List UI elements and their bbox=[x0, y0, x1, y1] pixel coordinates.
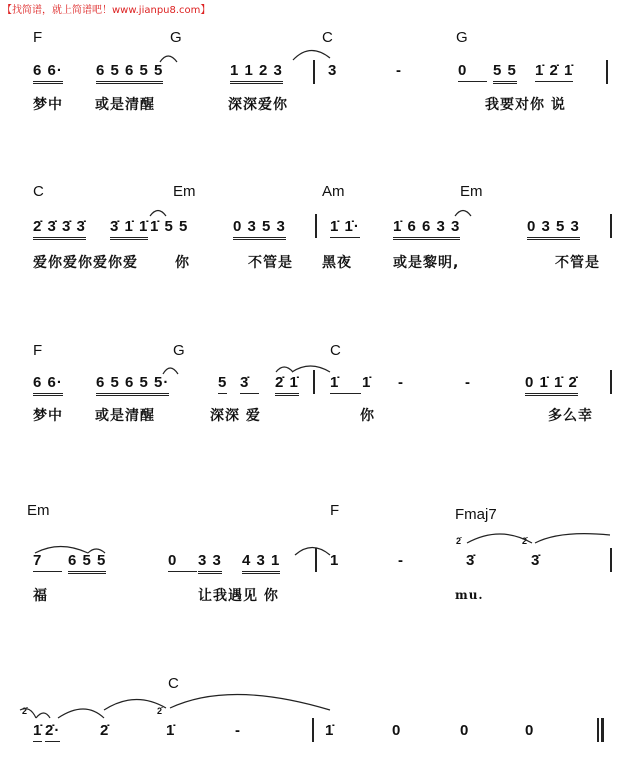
lyric: 深深爱你 bbox=[228, 97, 288, 113]
lyric: 你 bbox=[175, 255, 190, 271]
note-group: 1̇ bbox=[362, 374, 372, 391]
grace-note: 2̇ bbox=[522, 536, 528, 546]
chord: C bbox=[168, 675, 179, 692]
note-group: 1 bbox=[330, 552, 340, 569]
note-group: 1̇ 2̇ 1̇ bbox=[535, 62, 573, 82]
note-group: - bbox=[235, 722, 241, 739]
note-group: 2̇ 1̇ bbox=[275, 374, 299, 396]
note-group: 0 3 5 3 bbox=[527, 218, 580, 240]
note-group: - bbox=[465, 374, 471, 391]
lyric: 你 bbox=[360, 408, 375, 424]
note-group: 3̇ bbox=[240, 374, 259, 394]
watermark-header: 【找简谱，就上简谱吧！www.jianpu8.com】 bbox=[2, 5, 211, 16]
note-group: 0 bbox=[525, 722, 535, 739]
note-group: 0 bbox=[168, 552, 197, 572]
note-group: 3̇ 1̇ 1̇ bbox=[110, 218, 148, 240]
note-group: 1̇ 5 5 bbox=[150, 218, 189, 235]
lyric: 不管是 bbox=[248, 255, 293, 271]
note-group: 5 5 bbox=[493, 62, 517, 84]
chord: Fmaj7 bbox=[455, 506, 497, 523]
grace-note: 2̇ bbox=[456, 536, 462, 546]
note-group: - bbox=[398, 374, 404, 391]
chord: Em bbox=[27, 502, 50, 519]
chord: G bbox=[173, 342, 185, 359]
lyric: 福 bbox=[33, 588, 48, 604]
lyric: 让我遇见 你 bbox=[198, 588, 279, 604]
chord: F bbox=[330, 502, 340, 519]
chord: Em bbox=[173, 183, 196, 200]
lyric: 黑夜 bbox=[322, 255, 352, 271]
note-group: 2̇ bbox=[100, 722, 110, 739]
note-group: 2̇· bbox=[45, 722, 60, 742]
note-group: 1 1 2 3 bbox=[230, 62, 283, 84]
chord: F bbox=[33, 342, 43, 359]
note-group: 1̇ bbox=[166, 722, 176, 739]
chord: F bbox=[33, 29, 43, 46]
note-group: 6 5 6 5 5· bbox=[96, 374, 169, 396]
note-group: 1̇ 6 6 3 3 bbox=[393, 218, 460, 240]
lyric: 梦中 bbox=[33, 408, 63, 424]
note-group: 1̇ bbox=[330, 374, 361, 394]
note-group: - bbox=[396, 62, 402, 79]
grace-note: 2̇ bbox=[157, 706, 163, 716]
lyric: 多么幸 bbox=[548, 408, 593, 424]
note-group: 3̇ bbox=[466, 552, 476, 569]
lyric: 或是黎明, bbox=[393, 255, 460, 271]
note-group: 6 5 6 5 5 bbox=[96, 62, 163, 84]
note-group: 0 bbox=[392, 722, 402, 739]
lyric: 或是清醒 bbox=[95, 97, 155, 113]
note-group: 4 3 1 bbox=[242, 552, 280, 574]
chord: G bbox=[456, 29, 468, 46]
chord: Am bbox=[322, 183, 345, 200]
lyric: 爱你爱你爱你爱 bbox=[33, 255, 138, 271]
chord: C bbox=[330, 342, 341, 359]
chord: Em bbox=[460, 183, 483, 200]
note-group: 6 6· bbox=[33, 374, 63, 396]
note-group: 1̇ bbox=[33, 722, 42, 742]
lyric: 梦中 bbox=[33, 97, 63, 113]
lyric: 深深 爱 bbox=[210, 408, 261, 424]
note-group: 6 6· bbox=[33, 62, 63, 84]
note-group: 3̇ bbox=[531, 552, 541, 569]
lyric: 不管是 bbox=[555, 255, 600, 271]
note-group: 0 bbox=[460, 722, 470, 739]
lyric: 我要对你 说 bbox=[485, 97, 566, 113]
note-group: 3 3 bbox=[198, 552, 222, 574]
note-group: 0 3 5 3 bbox=[233, 218, 286, 240]
note-group: 0 bbox=[458, 62, 487, 82]
note-group: 5 bbox=[218, 374, 227, 394]
grace-note: 2̇ bbox=[22, 706, 28, 716]
note-group: 1̇ 1̇· bbox=[330, 218, 360, 238]
lyric: mu. bbox=[455, 588, 484, 602]
note-group: 7 bbox=[33, 552, 62, 572]
note-group: 0 1̇ 1̇ 2̇ bbox=[525, 374, 578, 396]
note-group: 1̇ bbox=[325, 722, 335, 739]
note-group: 2̇ 3̇ 3̇ 3̇ bbox=[33, 218, 86, 240]
note-group: 3 bbox=[328, 62, 338, 79]
chord: C bbox=[33, 183, 44, 200]
lyric: 或是清醒 bbox=[95, 408, 155, 424]
chord: G bbox=[170, 29, 182, 46]
chord: C bbox=[322, 29, 333, 46]
note-group: - bbox=[398, 552, 404, 569]
note-group: 6 5 5 bbox=[68, 552, 106, 574]
